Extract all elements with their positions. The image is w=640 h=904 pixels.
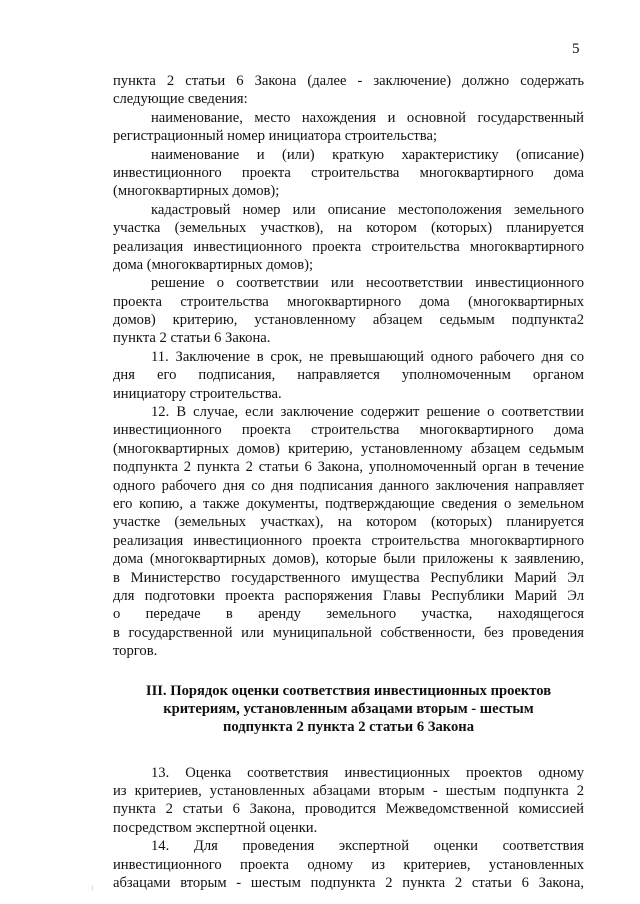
text-line: 12. В случае, если заключение содержит решение о соответствии bbox=[151, 404, 584, 421]
text-line: решение о соответствии или несоответствии инвестиционного bbox=[151, 275, 584, 292]
text-line: 11. Заключение в срок, не превышающий одного рабочего дня со bbox=[151, 348, 584, 365]
document-body bbox=[113, 72, 584, 892]
text-line: наименование и (или) краткую характеристику (описание) bbox=[151, 146, 584, 163]
text-line: подпункта 2 пункта 2 статьи 6 Закона, уполномоченный орган в течение bbox=[113, 459, 584, 476]
text-line: 13. Оценка соответствия инвестиционных проектов одному bbox=[151, 764, 584, 781]
text-line: регистрационный номер инициатора строительства; bbox=[113, 128, 438, 145]
section-heading-line: критериям, установленным абзацами вторым - шестым bbox=[163, 700, 534, 717]
text-line: одного рабочего дня со дня подписания данного заключения направляет bbox=[113, 477, 584, 494]
text-line: торгов. bbox=[113, 643, 158, 660]
text-line: пункта 2 статьи 6 Закона (далее - заключение) должно содержать bbox=[113, 73, 584, 89]
text-line: пункта 2 статьи 6 Закона. bbox=[113, 330, 271, 347]
text-line: участка (земельных участков), на котором (которых) планируется bbox=[113, 220, 584, 237]
section-heading-line: подпункта 2 пункта 2 статьи 6 Закона bbox=[222, 719, 475, 736]
text-line: в Министерство государственного имущества Республики Марий Эл bbox=[113, 569, 584, 586]
text-line: реализация инвестиционного проекта строительства многоквартирного bbox=[113, 532, 584, 549]
text-line: о передаче в аренду земельного участка, находящегося bbox=[113, 606, 584, 623]
text-line: домов) критерию, установленному абзацем седьмым подпункта2 bbox=[113, 312, 584, 329]
text-line: дома (многоквартирных домов); bbox=[113, 256, 314, 273]
scan-artifact bbox=[92, 886, 93, 890]
text-line: инвестиционного проекта строительства многоквартирного дома bbox=[113, 422, 584, 439]
text-line: проекта строительства многоквартирного дома (многоквартирных bbox=[113, 293, 584, 310]
text-line: абзацами вторым - шестым подпункта 2 пункта 2 статьи 6 Закона, bbox=[113, 875, 584, 892]
text-line: (многоквартирных домов) критерию, установленному абзацем седьмым bbox=[113, 440, 584, 457]
text-line: реализация инвестиционного проекта строительства многоквартирного bbox=[113, 238, 584, 255]
text-line: инвестиционного проекта одному из критериев, установленных bbox=[113, 856, 584, 873]
text-line: инициатору строительства. bbox=[113, 385, 282, 402]
text-line: в государственной или муниципальной собственности, без проведения bbox=[113, 624, 584, 641]
text-line: дома (многоквартирных домов), которые были приложены к заявлению, bbox=[113, 551, 584, 568]
text-line: посредством экспертной оценки. bbox=[113, 819, 318, 836]
text-line: из критериев, установленных абзацами вторым - шестым подпункта 2 bbox=[113, 783, 584, 800]
text-line: следующие сведения: bbox=[113, 91, 248, 108]
text-line: участке (земельных участках), на котором (которых) планируется bbox=[113, 514, 584, 531]
text-line: его копию, а также документы, подтверждающие сведения о земельном bbox=[113, 495, 584, 512]
text-line: кадастровый номер или описание местоположения земельного bbox=[151, 201, 584, 218]
text-line: дня его подписания, направляется уполномоченным органом bbox=[113, 367, 584, 384]
text-line: пункта 2 статьи 6 Закона, проводится Межведомственной комиссией bbox=[113, 801, 584, 818]
text-line: инвестиционного проекта строительства многоквартирного дома bbox=[113, 164, 584, 181]
text-line: наименование, место нахождения и основной государственный bbox=[151, 109, 584, 126]
page-number: 5 bbox=[572, 41, 580, 57]
section-heading-line: III. Порядок оценки соответствия инвестиционных проектов bbox=[145, 682, 552, 699]
text-line: (многоквартирных домов); bbox=[113, 183, 280, 200]
text-line: 14. Для проведения экспертной оценки соответствия bbox=[151, 838, 584, 855]
text-line: для подготовки проекта распоряжения Главы Республики Марий Эл bbox=[113, 587, 584, 604]
section-heading bbox=[113, 682, 584, 737]
